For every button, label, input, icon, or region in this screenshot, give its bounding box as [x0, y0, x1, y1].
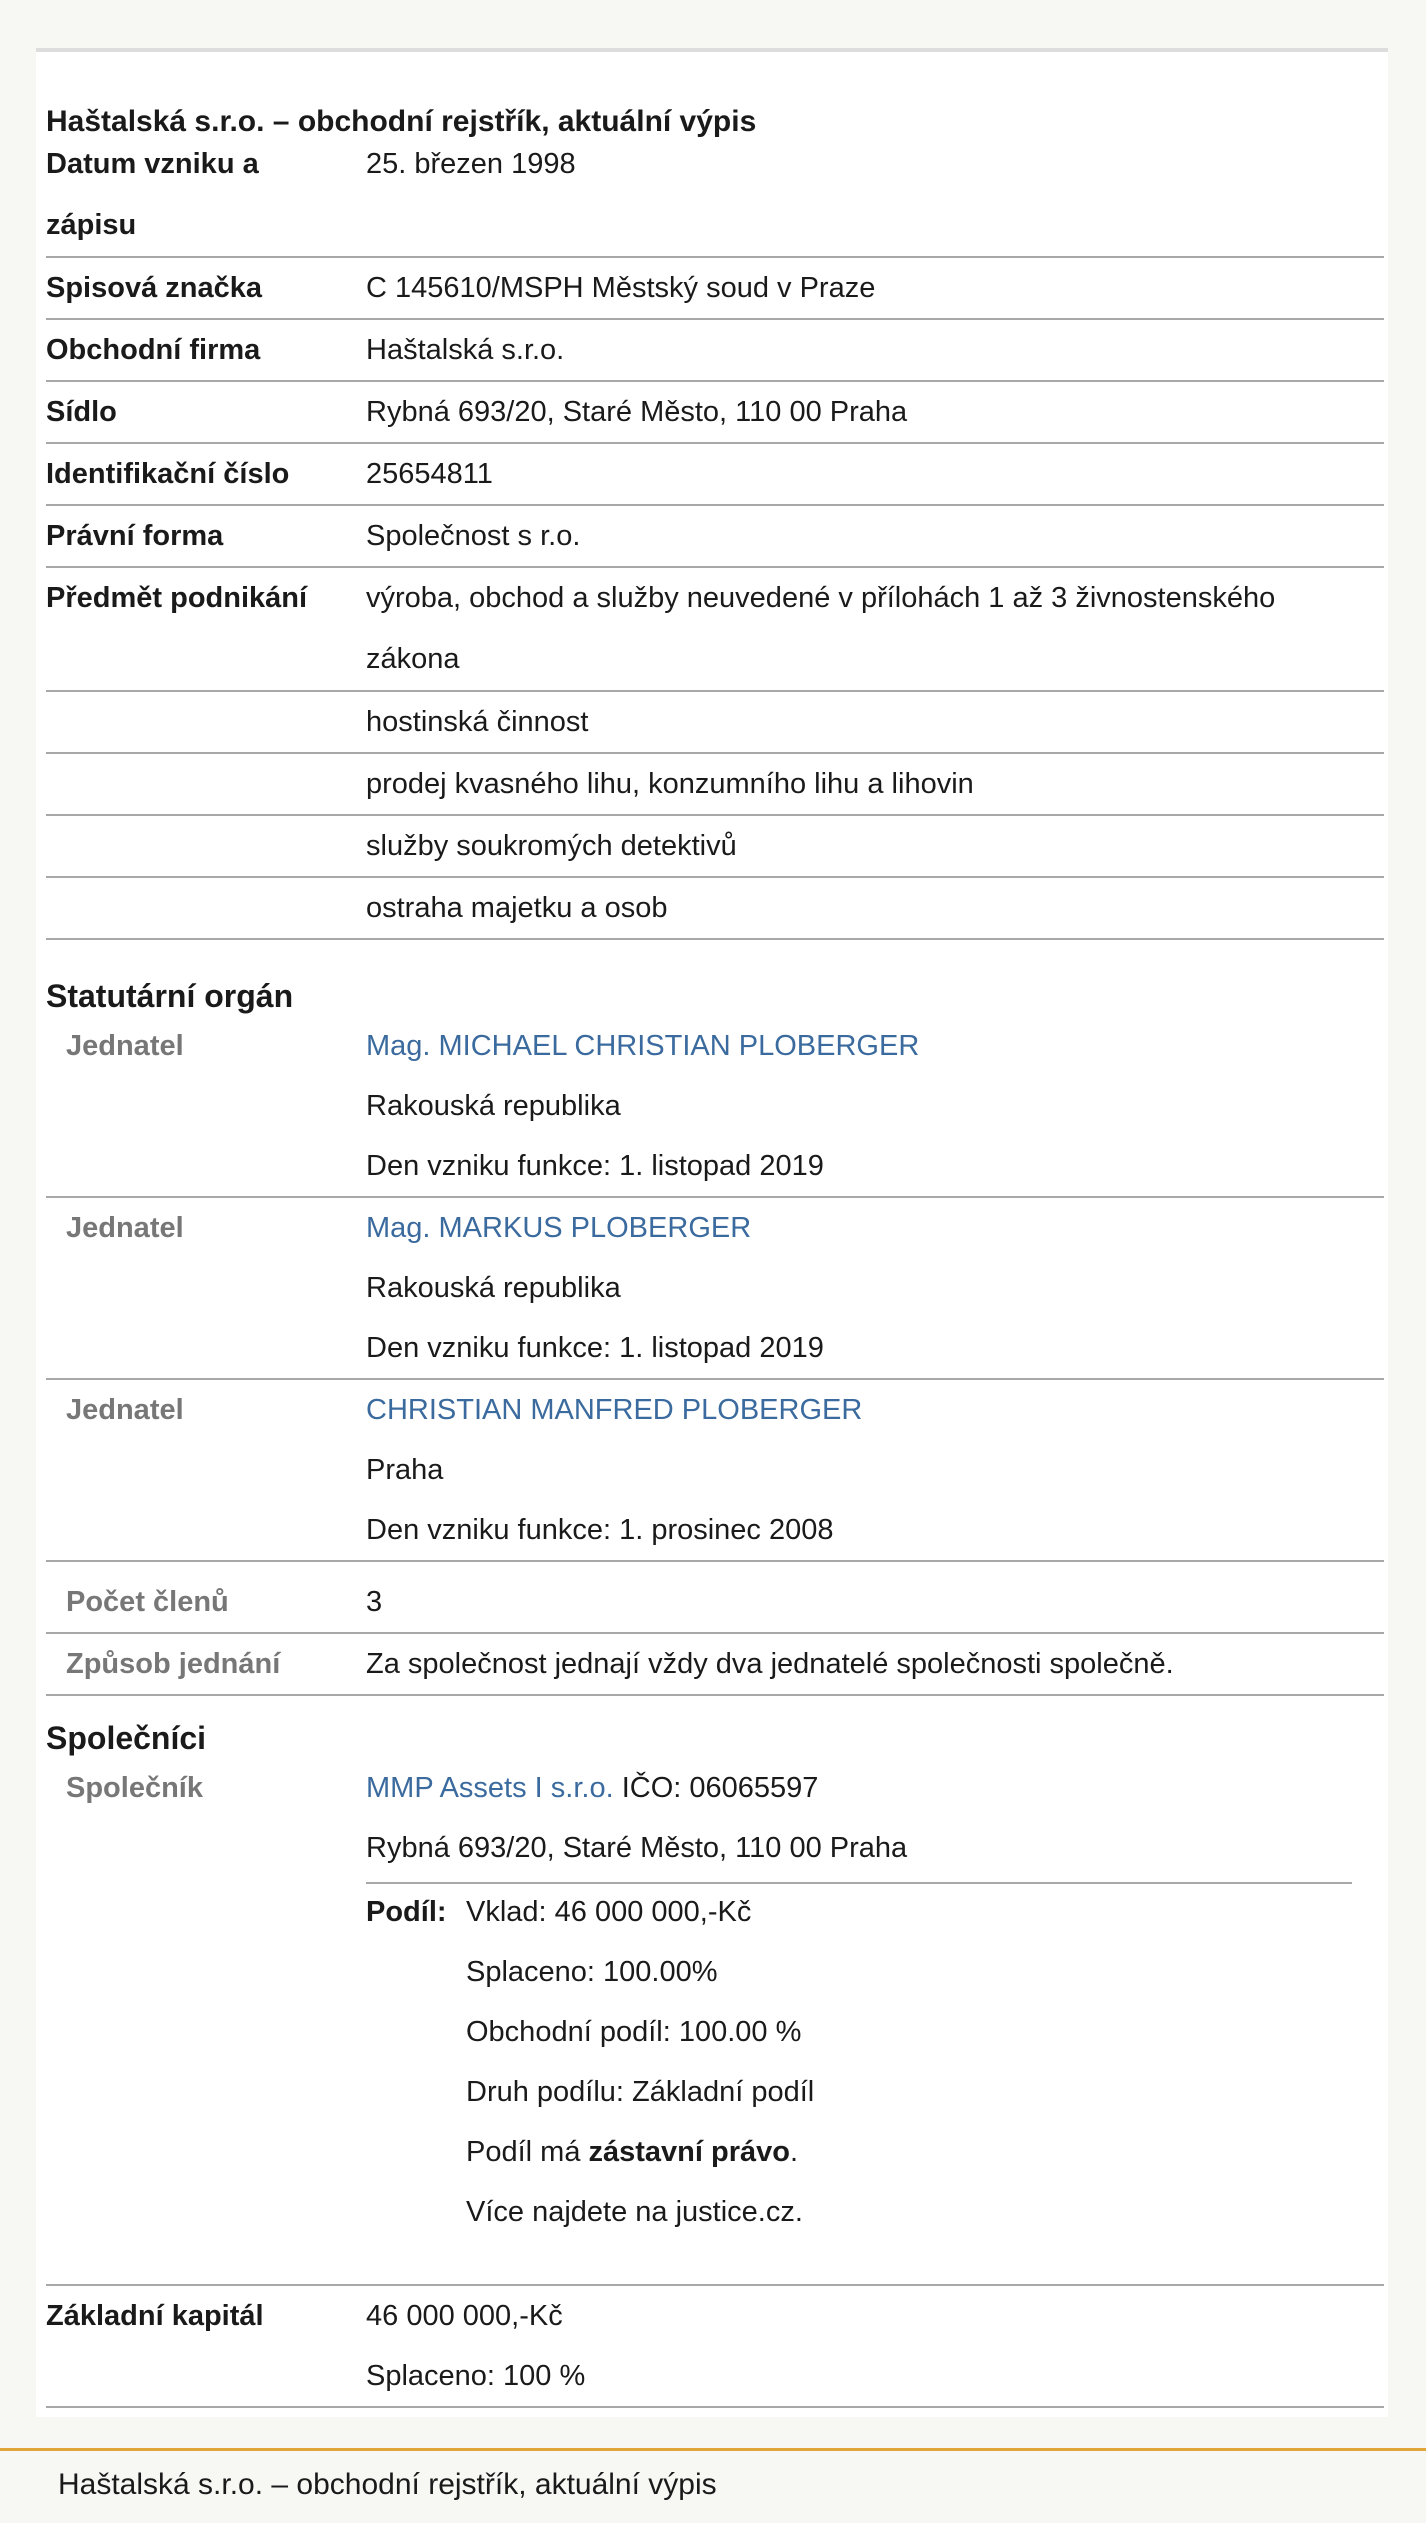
statutory-member — [46, 1198, 1384, 1380]
shareholder-role: Společník — [66, 1772, 203, 1804]
value-spisova-znacka: C 145610/MSPH Městský soud v Praze — [366, 272, 876, 304]
row-pocet-clenu — [46, 1572, 1384, 1634]
label-zpusob-jednani: Způsob jednání — [66, 1648, 281, 1680]
value-pravni-forma: Společnost s r.o. — [366, 520, 581, 552]
share-druh: Druh podílu: Základní podíl — [466, 2076, 815, 2108]
label-pocet-clenu: Počet členů — [66, 1586, 229, 1618]
section-heading-spolecnici: Společníci — [46, 1720, 207, 1756]
predmet-item-continuation: zákona — [366, 643, 460, 675]
row-zpusob-jednani — [46, 1634, 1384, 1696]
row-identifikacni-cislo — [46, 444, 1384, 506]
section-heading-statutarni-organ: Statutární orgán — [46, 978, 294, 1014]
member-since: Den vzniku funkce: 1. prosinec 2008 — [366, 1514, 834, 1546]
member-since: Den vzniku funkce: 1. listopad 2019 — [366, 1332, 824, 1364]
member-place: Rakouská republika — [366, 1272, 621, 1304]
predmet-item: prodej kvasného lihu, konzumního lihu a lihovin — [366, 768, 974, 800]
statutory-member — [46, 1016, 1384, 1198]
value-zakladni-kapital-splaceno: Splaceno: 100 % — [366, 2360, 586, 2392]
label-pravni-forma: Právní forma — [46, 520, 224, 552]
shareholder-ico: IČO: 06065597 — [621, 1772, 819, 1804]
shareholder-name-link[interactable]: MMP Assets I s.r.o. — [366, 1772, 614, 1804]
member-name-link[interactable]: Mag. MICHAEL CHRISTIAN PLOBERGER — [366, 1030, 920, 1062]
shareholder-name-line — [366, 1758, 818, 1819]
label-spisova-znacka: Spisová značka — [46, 272, 262, 304]
predmet-item: služby soukromých detektivů — [366, 830, 737, 862]
member-place: Praha — [366, 1454, 444, 1486]
page-title: Haštalská s.r.o. – obchodní rejstřík, aktuální výpis — [46, 105, 757, 138]
label-datum-vzniku-1: Datum vzniku a — [46, 148, 259, 180]
member-role: Jednatel — [66, 1212, 184, 1244]
share-zastava-bold: zástavní právo — [588, 2136, 790, 2168]
label-identifikacni-cislo: Identifikační číslo — [46, 458, 290, 490]
footer-bar — [0, 2448, 1426, 2523]
row-predmet-podnikani — [46, 568, 1384, 692]
share-zastava-prefix: Podíl má — [466, 2136, 589, 2168]
label-sidlo: Sídlo — [46, 396, 117, 428]
share-zastava-suffix: . — [789, 2136, 799, 2168]
value-sidlo: Rybná 693/20, Staré Město, 110 00 Praha — [366, 396, 908, 428]
predmet-item: hostinská činnost — [366, 706, 589, 738]
value-datum-vzniku: 25. březen 1998 — [366, 148, 576, 180]
shareholder — [46, 1758, 1384, 2286]
row-predmet-item — [46, 816, 1384, 878]
value-zpusob-jednani: Za společnost jednají vždy dva jednatelé společnosti společně. — [366, 1648, 1174, 1680]
share-vice: Více najdete na justice.cz. — [466, 2196, 803, 2228]
share-vklad: Vklad: 46 000 000,-Kč — [466, 1896, 752, 1928]
value-obchodni-firma: Haštalská s.r.o. — [366, 334, 565, 366]
register-extract-card — [36, 48, 1388, 2417]
value-identifikacni-cislo: 25654811 — [366, 458, 493, 490]
share-label: Podíl: — [366, 1896, 447, 1928]
statutory-member — [46, 1380, 1384, 1562]
row-sidlo — [46, 382, 1384, 444]
share-obchodni-podil: Obchodní podíl: 100.00 % — [466, 2016, 802, 2048]
label-datum-vzniku-2: zápisu — [46, 209, 137, 241]
row-obchodni-firma — [46, 320, 1384, 382]
row-zakladni-kapital — [46, 2286, 1384, 2408]
share-splaceno: Splaceno: 100.00% — [466, 1956, 718, 1988]
row-spisova-znacka — [46, 258, 1384, 320]
member-role: Jednatel — [66, 1394, 184, 1426]
shareholder-address: Rybná 693/20, Staré Město, 110 00 Praha — [366, 1832, 908, 1864]
share-zastava — [466, 2122, 798, 2183]
value-zakladni-kapital: 46 000 000,-Kč — [366, 2300, 563, 2332]
label-obchodni-firma: Obchodní firma — [46, 334, 261, 366]
predmet-item: výroba, obchod a služby neuvedené v přílohách 1 až 3 živnostenského — [366, 582, 1276, 614]
row-predmet-item — [46, 692, 1384, 754]
label-predmet-podnikani: Předmět podnikání — [46, 582, 308, 614]
member-name-link[interactable]: Mag. MARKUS PLOBERGER — [366, 1212, 752, 1244]
row-predmet-item — [46, 878, 1384, 940]
row-predmet-item — [46, 754, 1384, 816]
member-place: Rakouská republika — [366, 1090, 621, 1122]
label-zakladni-kapital: Základní kapitál — [46, 2300, 264, 2332]
value-pocet-clenu: 3 — [366, 1586, 383, 1618]
row-datum-vzniku — [46, 134, 1384, 258]
predmet-item: ostraha majetku a osob — [366, 892, 668, 924]
row-pravni-forma — [46, 506, 1384, 568]
member-role: Jednatel — [66, 1030, 184, 1062]
member-since: Den vzniku funkce: 1. listopad 2019 — [366, 1150, 824, 1182]
footer-title: Haštalská s.r.o. – obchodní rejstřík, aktuální výpis — [58, 2468, 717, 2501]
member-name-link[interactable]: CHRISTIAN MANFRED PLOBERGER — [366, 1394, 863, 1426]
